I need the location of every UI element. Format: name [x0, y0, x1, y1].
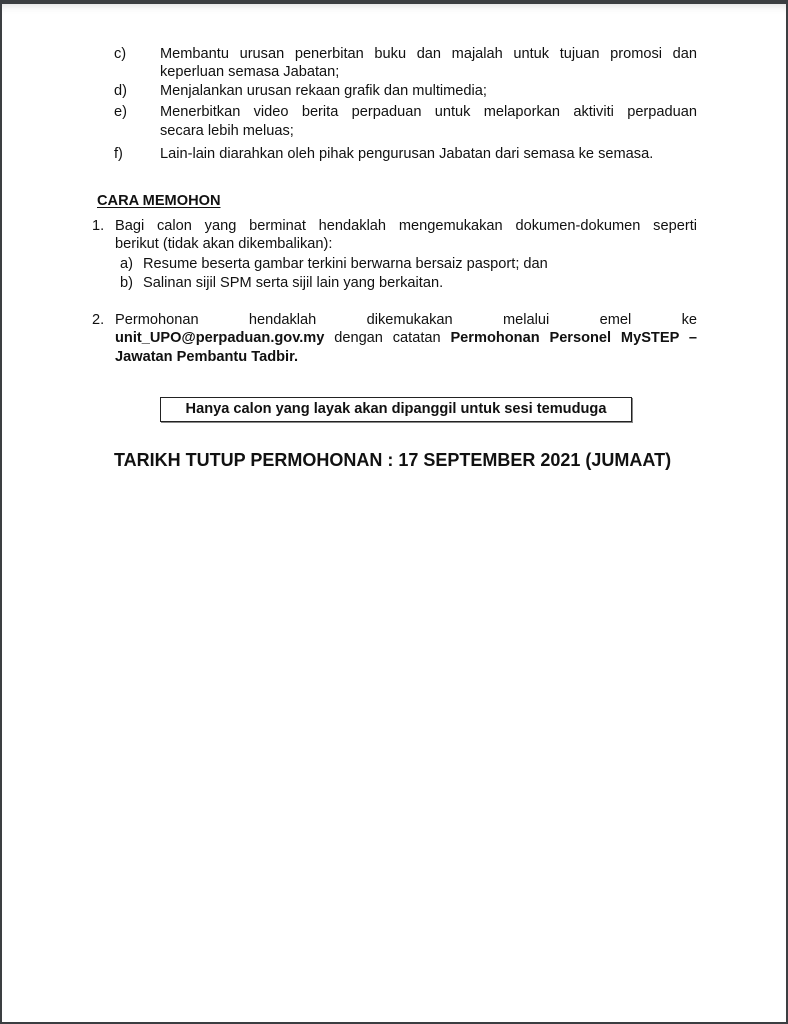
step-text: Permohonan hendaklah dikemukakan melalui emel ke — [115, 312, 697, 328]
document-page — [2, 4, 786, 1022]
list-marker: c) — [114, 46, 127, 62]
step-text: dengan catatan — [324, 330, 451, 346]
list-marker: e) — [114, 104, 127, 120]
list-item-text: Menjalankan urusan rekaan grafik dan multimedia; — [160, 83, 487, 99]
email-subject: Permohonan Personel MySTEP – — [450, 330, 697, 346]
list-item-text: keperluan semasa Jabatan; — [160, 64, 340, 80]
list-marker: d) — [114, 83, 127, 99]
subitem-text: Resume beserta gambar terkini berwarna bersaiz pasport; dan — [143, 256, 548, 272]
email-link[interactable]: unit_UPO@perpaduan.gov.my — [115, 330, 325, 346]
list-item-text: Membantu urusan penerbitan buku dan majalah untuk tujuan promosi dan — [160, 46, 697, 62]
step-marker: 1. — [92, 218, 105, 234]
step-text-line2 — [115, 329, 697, 347]
list-item-text: Menerbitkan video berita perpaduan untuk melaporkan aktiviti perpaduan — [160, 104, 697, 120]
list-marker: f) — [114, 146, 123, 162]
subitem-marker: b) — [120, 275, 133, 291]
step-marker: 2. — [92, 312, 105, 328]
subitem-marker: a) — [120, 256, 133, 272]
step-text: berikut (tidak akan dikembalikan): — [115, 236, 333, 252]
interview-notice-box: Hanya calon yang layak akan dipanggil untuk sesi temuduga — [160, 397, 632, 422]
list-item-text: secara lebih meluas; — [160, 123, 294, 139]
email-subject-cont: Jawatan Pembantu Tadbir. — [115, 349, 299, 365]
step-text: Bagi calon yang berminat hendaklah mengemukakan dokumen-dokumen seperti — [115, 218, 697, 234]
closing-date: TARIKH TUTUP PERMOHONAN : 17 SEPTEMBER 2021 (JUMAAT) — [114, 450, 672, 470]
section-heading: CARA MEMOHON — [97, 193, 221, 209]
list-item-text: Lain-lain diarahkan oleh pihak pengurusan Jabatan dari semasa ke semasa. — [160, 146, 654, 162]
subitem-text: Salinan sijil SPM serta sijil lain yang berkaitan. — [143, 275, 444, 291]
